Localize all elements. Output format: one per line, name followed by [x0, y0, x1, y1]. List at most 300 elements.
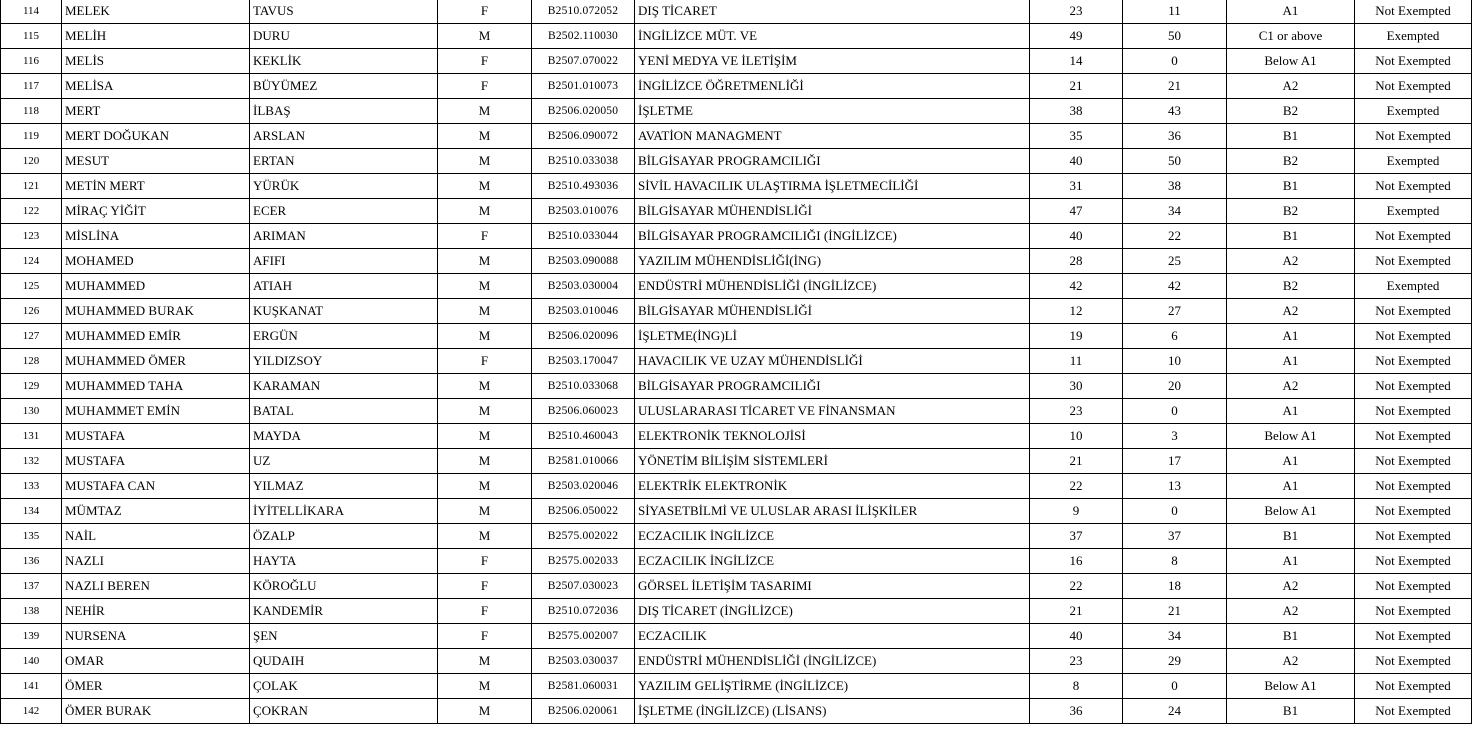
row-number-cell: 137 [1, 574, 62, 599]
score-1-cell: 49 [1030, 24, 1123, 49]
student-id-cell: B2506.020061 [532, 699, 635, 724]
exemption-status-cell: Not Exempted [1355, 499, 1472, 524]
level-cell: A1 [1227, 449, 1355, 474]
score-2-cell: 42 [1123, 274, 1227, 299]
score-1-cell: 10 [1030, 424, 1123, 449]
table-row [1, 324, 1472, 349]
score-1-cell: 23 [1030, 649, 1123, 674]
program-cell: SİYASETBİLMİ VE ULUSLAR ARASI İLİŞKİLER [635, 499, 1030, 524]
first-name-cell: MUSTAFA [62, 449, 250, 474]
table-row [1, 299, 1472, 324]
row-number-cell: 118 [1, 99, 62, 124]
student-id-cell: B2506.020050 [532, 99, 635, 124]
exemption-status-cell: Exempted [1355, 149, 1472, 174]
gender-cell: M [438, 699, 532, 724]
level-cell: B1 [1227, 224, 1355, 249]
level-cell: B2 [1227, 149, 1355, 174]
gender-cell: M [438, 249, 532, 274]
first-name-cell: MELEK [62, 0, 250, 24]
exemption-status-cell: Not Exempted [1355, 449, 1472, 474]
gender-cell: M [438, 174, 532, 199]
score-2-cell: 0 [1123, 674, 1227, 699]
exemption-status-cell: Exempted [1355, 199, 1472, 224]
table-row [1, 249, 1472, 274]
surname-cell: ŞEN [250, 624, 438, 649]
score-1-cell: 23 [1030, 0, 1123, 24]
level-cell: B1 [1227, 174, 1355, 199]
surname-cell: BATAL [250, 399, 438, 424]
first-name-cell: MELİH [62, 24, 250, 49]
row-number-cell: 125 [1, 274, 62, 299]
level-cell: B1 [1227, 624, 1355, 649]
level-cell: A1 [1227, 399, 1355, 424]
exemption-status-cell: Not Exempted [1355, 349, 1472, 374]
table-row [1, 149, 1472, 174]
student-id-cell: B2510.460043 [532, 424, 635, 449]
row-number-cell: 114 [1, 0, 62, 24]
score-2-cell: 21 [1123, 599, 1227, 624]
score-1-cell: 30 [1030, 374, 1123, 399]
student-id-cell: B2503.030037 [532, 649, 635, 674]
level-cell: B1 [1227, 699, 1355, 724]
surname-cell: MAYDA [250, 424, 438, 449]
first-name-cell: MOHAMED [62, 249, 250, 274]
gender-cell: M [438, 424, 532, 449]
student-id-cell: B2575.002022 [532, 524, 635, 549]
student-id-cell: B2506.050022 [532, 499, 635, 524]
program-cell: İŞLETME(İNG)Lİ [635, 324, 1030, 349]
student-id-cell: B2510.033038 [532, 149, 635, 174]
exemption-status-cell: Not Exempted [1355, 524, 1472, 549]
score-1-cell: 16 [1030, 549, 1123, 574]
student-id-cell: B2503.010076 [532, 199, 635, 224]
first-name-cell: MELİSA [62, 74, 250, 99]
exemption-status-cell: Not Exempted [1355, 574, 1472, 599]
table-row [1, 374, 1472, 399]
first-name-cell: MESUT [62, 149, 250, 174]
row-number-cell: 123 [1, 224, 62, 249]
score-2-cell: 3 [1123, 424, 1227, 449]
surname-cell: ECER [250, 199, 438, 224]
student-id-cell: B2507.030023 [532, 574, 635, 599]
first-name-cell: MUSTAFA [62, 424, 250, 449]
score-2-cell: 29 [1123, 649, 1227, 674]
surname-cell: ÇOKRAN [250, 699, 438, 724]
row-number-cell: 136 [1, 549, 62, 574]
gender-cell: M [438, 24, 532, 49]
score-2-cell: 34 [1123, 199, 1227, 224]
score-2-cell: 36 [1123, 124, 1227, 149]
score-2-cell: 43 [1123, 99, 1227, 124]
row-number-cell: 132 [1, 449, 62, 474]
score-2-cell: 50 [1123, 24, 1227, 49]
score-2-cell: 24 [1123, 699, 1227, 724]
score-1-cell: 21 [1030, 74, 1123, 99]
program-cell: İNGİLİZCE ÖĞRETMENLİĞİ [635, 74, 1030, 99]
exemption-status-cell: Not Exempted [1355, 624, 1472, 649]
exemption-status-cell: Not Exempted [1355, 299, 1472, 324]
first-name-cell: MUHAMMET EMİN [62, 399, 250, 424]
score-1-cell: 28 [1030, 249, 1123, 274]
row-number-cell: 138 [1, 599, 62, 624]
level-cell: Below A1 [1227, 674, 1355, 699]
program-cell: ULUSLARARASI TİCARET VE FİNANSMAN [635, 399, 1030, 424]
level-cell: A2 [1227, 299, 1355, 324]
row-number-cell: 131 [1, 424, 62, 449]
gender-cell: F [438, 349, 532, 374]
gender-cell: M [438, 299, 532, 324]
table-row [1, 624, 1472, 649]
student-id-cell: B2502.110030 [532, 24, 635, 49]
program-cell: BİLGİSAYAR PROGRAMCILIĞI [635, 149, 1030, 174]
gender-cell: M [438, 674, 532, 699]
program-cell: ELEKTRONİK TEKNOLOJİSİ [635, 424, 1030, 449]
program-cell: YÖNETİM BİLİŞİM SİSTEMLERİ [635, 449, 1030, 474]
program-cell: ELEKTRİK ELEKTRONİK [635, 474, 1030, 499]
gender-cell: F [438, 0, 532, 24]
table-row [1, 224, 1472, 249]
surname-cell: ARIMAN [250, 224, 438, 249]
first-name-cell: MELİS [62, 49, 250, 74]
score-1-cell: 12 [1030, 299, 1123, 324]
exemption-status-cell: Exempted [1355, 24, 1472, 49]
gender-cell: M [438, 649, 532, 674]
exemption-status-cell: Not Exempted [1355, 674, 1472, 699]
score-2-cell: 20 [1123, 374, 1227, 399]
surname-cell: ATIAH [250, 274, 438, 299]
student-id-cell: B2510.072036 [532, 599, 635, 624]
table-row [1, 449, 1472, 474]
student-id-cell: B2510.033068 [532, 374, 635, 399]
row-number-cell: 128 [1, 349, 62, 374]
table-row [1, 274, 1472, 299]
surname-cell: KARAMAN [250, 374, 438, 399]
student-id-cell: B2503.090088 [532, 249, 635, 274]
score-2-cell: 6 [1123, 324, 1227, 349]
table-row [1, 549, 1472, 574]
program-cell: YAZILIM MÜHENDİSLİĞİ(İNG) [635, 249, 1030, 274]
student-id-cell: B2506.090072 [532, 124, 635, 149]
first-name-cell: NAZLI BEREN [62, 574, 250, 599]
score-2-cell: 50 [1123, 149, 1227, 174]
exemption-status-cell: Not Exempted [1355, 124, 1472, 149]
score-1-cell: 40 [1030, 149, 1123, 174]
first-name-cell: MUHAMMED [62, 274, 250, 299]
score-2-cell: 0 [1123, 499, 1227, 524]
gender-cell: M [438, 124, 532, 149]
surname-cell: YILDIZSOY [250, 349, 438, 374]
student-id-cell: B2510.072052 [532, 0, 635, 24]
program-cell: DIŞ TİCARET [635, 0, 1030, 24]
first-name-cell: MÜMTAZ [62, 499, 250, 524]
student-id-cell: B2506.060023 [532, 399, 635, 424]
row-number-cell: 129 [1, 374, 62, 399]
program-cell: HAVACILIK VE UZAY MÜHENDİSLİĞİ [635, 349, 1030, 374]
surname-cell: KUŞKANAT [250, 299, 438, 324]
surname-cell: HAYTA [250, 549, 438, 574]
score-1-cell: 21 [1030, 449, 1123, 474]
score-1-cell: 37 [1030, 524, 1123, 549]
first-name-cell: MERT DOĞUKAN [62, 124, 250, 149]
score-1-cell: 35 [1030, 124, 1123, 149]
table-body [1, 0, 1472, 724]
first-name-cell: METİN MERT [62, 174, 250, 199]
score-1-cell: 14 [1030, 49, 1123, 74]
exemption-status-cell: Exempted [1355, 99, 1472, 124]
program-cell: BİLGİSAYAR MÜHENDİSLİĞİ [635, 299, 1030, 324]
score-1-cell: 8 [1030, 674, 1123, 699]
row-number-cell: 140 [1, 649, 62, 674]
first-name-cell: NAZLI [62, 549, 250, 574]
first-name-cell: MUHAMMED ÖMER [62, 349, 250, 374]
score-2-cell: 18 [1123, 574, 1227, 599]
row-number-cell: 134 [1, 499, 62, 524]
score-2-cell: 11 [1123, 0, 1227, 24]
level-cell: Below A1 [1227, 424, 1355, 449]
surname-cell: AFIFI [250, 249, 438, 274]
table-row [1, 424, 1472, 449]
first-name-cell: MUHAMMED TAHA [62, 374, 250, 399]
surname-cell: İYİTELLİKARA [250, 499, 438, 524]
score-1-cell: 9 [1030, 499, 1123, 524]
first-name-cell: NEHİR [62, 599, 250, 624]
table-row [1, 99, 1472, 124]
gender-cell: M [438, 149, 532, 174]
student-id-cell: B2575.002007 [532, 624, 635, 649]
row-number-cell: 122 [1, 199, 62, 224]
gender-cell: F [438, 224, 532, 249]
score-1-cell: 22 [1030, 574, 1123, 599]
exemption-status-cell: Not Exempted [1355, 374, 1472, 399]
student-id-cell: B2503.020046 [532, 474, 635, 499]
table-row [1, 349, 1472, 374]
row-number-cell: 119 [1, 124, 62, 149]
surname-cell: ÖZALP [250, 524, 438, 549]
score-1-cell: 11 [1030, 349, 1123, 374]
program-cell: BİLGİSAYAR PROGRAMCILIĞI (İNGİLİZCE) [635, 224, 1030, 249]
score-2-cell: 22 [1123, 224, 1227, 249]
score-1-cell: 38 [1030, 99, 1123, 124]
score-1-cell: 22 [1030, 474, 1123, 499]
score-1-cell: 40 [1030, 624, 1123, 649]
row-number-cell: 142 [1, 699, 62, 724]
row-number-cell: 116 [1, 49, 62, 74]
program-cell: BİLGİSAYAR MÜHENDİSLİĞİ [635, 199, 1030, 224]
table-row [1, 699, 1472, 724]
program-cell: ENDÜSTRİ MÜHENDİSLİĞİ (İNGİLİZCE) [635, 649, 1030, 674]
row-number-cell: 126 [1, 299, 62, 324]
first-name-cell: MUHAMMED BURAK [62, 299, 250, 324]
level-cell: A1 [1227, 549, 1355, 574]
exemption-status-cell: Not Exempted [1355, 399, 1472, 424]
exemption-status-cell: Not Exempted [1355, 0, 1472, 24]
program-cell: SİVİL HAVACILIK ULAŞTIRMA İŞLETMECİLİĞİ [635, 174, 1030, 199]
program-cell: ECZACILIK İNGİLİZCE [635, 549, 1030, 574]
score-1-cell: 36 [1030, 699, 1123, 724]
row-number-cell: 135 [1, 524, 62, 549]
table-row [1, 24, 1472, 49]
level-cell: A1 [1227, 324, 1355, 349]
gender-cell: M [438, 499, 532, 524]
score-1-cell: 40 [1030, 224, 1123, 249]
score-2-cell: 38 [1123, 174, 1227, 199]
gender-cell: M [438, 274, 532, 299]
table-row [1, 74, 1472, 99]
row-number-cell: 141 [1, 674, 62, 699]
surname-cell: ERGÜN [250, 324, 438, 349]
level-cell: Below A1 [1227, 49, 1355, 74]
first-name-cell: MUHAMMED EMİR [62, 324, 250, 349]
first-name-cell: ÖMER [62, 674, 250, 699]
score-1-cell: 42 [1030, 274, 1123, 299]
gender-cell: F [438, 74, 532, 99]
level-cell: A2 [1227, 599, 1355, 624]
student-id-cell: B2581.060031 [532, 674, 635, 699]
surname-cell: KANDEMİR [250, 599, 438, 624]
student-id-cell: B2503.030004 [532, 274, 635, 299]
score-2-cell: 17 [1123, 449, 1227, 474]
score-2-cell: 34 [1123, 624, 1227, 649]
exemption-status-cell: Not Exempted [1355, 649, 1472, 674]
level-cell: B2 [1227, 99, 1355, 124]
surname-cell: BÜYÜMEZ [250, 74, 438, 99]
student-id-cell: B2506.020096 [532, 324, 635, 349]
surname-cell: ARSLAN [250, 124, 438, 149]
row-number-cell: 115 [1, 24, 62, 49]
table-row [1, 0, 1472, 24]
level-cell: A1 [1227, 474, 1355, 499]
exemption-status-cell: Exempted [1355, 274, 1472, 299]
exemption-status-cell: Not Exempted [1355, 699, 1472, 724]
level-cell: B1 [1227, 124, 1355, 149]
level-cell: B2 [1227, 199, 1355, 224]
program-cell: YAZILIM GELİŞTİRME (İNGİLİZCE) [635, 674, 1030, 699]
table-row [1, 499, 1472, 524]
surname-cell: DURU [250, 24, 438, 49]
table-row [1, 474, 1472, 499]
exemption-status-cell: Not Exempted [1355, 224, 1472, 249]
gender-cell: F [438, 549, 532, 574]
program-cell: ECZACILIK İNGİLİZCE [635, 524, 1030, 549]
gender-cell: M [438, 399, 532, 424]
table-row [1, 174, 1472, 199]
table-row [1, 524, 1472, 549]
surname-cell: KÖROĞLU [250, 574, 438, 599]
program-cell: AVATİON MANAGMENT [635, 124, 1030, 149]
exemption-status-cell: Not Exempted [1355, 424, 1472, 449]
gender-cell: M [438, 199, 532, 224]
first-name-cell: MERT [62, 99, 250, 124]
table-row [1, 599, 1472, 624]
row-number-cell: 121 [1, 174, 62, 199]
table-row [1, 399, 1472, 424]
surname-cell: ÇOLAK [250, 674, 438, 699]
program-cell: İNGİLİZCE MÜT. VE [635, 24, 1030, 49]
table-row [1, 49, 1472, 74]
student-id-cell: B2507.070022 [532, 49, 635, 74]
exemption-status-cell: Not Exempted [1355, 324, 1472, 349]
program-cell: ECZACILIK [635, 624, 1030, 649]
program-cell: İŞLETME [635, 99, 1030, 124]
row-number-cell: 127 [1, 324, 62, 349]
level-cell: C1 or above [1227, 24, 1355, 49]
gender-cell: F [438, 49, 532, 74]
student-id-cell: B2501.010073 [532, 74, 635, 99]
level-cell: A2 [1227, 249, 1355, 274]
row-number-cell: 133 [1, 474, 62, 499]
exemption-status-cell: Not Exempted [1355, 74, 1472, 99]
exemption-status-cell: Not Exempted [1355, 549, 1472, 574]
level-cell: A2 [1227, 574, 1355, 599]
surname-cell: KEKLİK [250, 49, 438, 74]
program-cell: BİLGİSAYAR PROGRAMCILIĞI [635, 374, 1030, 399]
score-2-cell: 21 [1123, 74, 1227, 99]
gender-cell: M [438, 324, 532, 349]
student-id-cell: B2581.010066 [532, 449, 635, 474]
level-cell: A1 [1227, 349, 1355, 374]
gender-cell: F [438, 624, 532, 649]
table-row [1, 124, 1472, 149]
score-2-cell: 37 [1123, 524, 1227, 549]
score-2-cell: 0 [1123, 49, 1227, 74]
gender-cell: M [438, 524, 532, 549]
student-id-cell: B2510.033044 [532, 224, 635, 249]
exemption-status-cell: Not Exempted [1355, 599, 1472, 624]
first-name-cell: NURSENA [62, 624, 250, 649]
level-cell: A2 [1227, 649, 1355, 674]
row-number-cell: 120 [1, 149, 62, 174]
surname-cell: YILMAZ [250, 474, 438, 499]
score-2-cell: 13 [1123, 474, 1227, 499]
first-name-cell: NAİL [62, 524, 250, 549]
row-number-cell: 139 [1, 624, 62, 649]
program-cell: ENDÜSTRİ MÜHENDİSLİĞİ (İNGİLİZCE) [635, 274, 1030, 299]
exemption-status-cell: Not Exempted [1355, 249, 1472, 274]
surname-cell: TAVUS [250, 0, 438, 24]
row-number-cell: 117 [1, 74, 62, 99]
level-cell: A2 [1227, 74, 1355, 99]
level-cell: A2 [1227, 374, 1355, 399]
row-number-cell: 124 [1, 249, 62, 274]
program-cell: GÖRSEL İLETİŞİM TASARIMI [635, 574, 1030, 599]
student-id-cell: B2575.002033 [532, 549, 635, 574]
score-1-cell: 31 [1030, 174, 1123, 199]
exemption-status-cell: Not Exempted [1355, 474, 1472, 499]
gender-cell: M [438, 99, 532, 124]
table-row [1, 199, 1472, 224]
table-row [1, 674, 1472, 699]
first-name-cell: MİRAÇ YİĞİT [62, 199, 250, 224]
score-1-cell: 19 [1030, 324, 1123, 349]
gender-cell: M [438, 374, 532, 399]
student-id-cell: B2503.170047 [532, 349, 635, 374]
first-name-cell: OMAR [62, 649, 250, 674]
surname-cell: QUDAIH [250, 649, 438, 674]
exemption-status-cell: Not Exempted [1355, 174, 1472, 199]
level-cell: B1 [1227, 524, 1355, 549]
score-2-cell: 0 [1123, 399, 1227, 424]
score-2-cell: 25 [1123, 249, 1227, 274]
table-row [1, 649, 1472, 674]
gender-cell: F [438, 599, 532, 624]
first-name-cell: MİSLİNA [62, 224, 250, 249]
first-name-cell: ÖMER BURAK [62, 699, 250, 724]
score-1-cell: 21 [1030, 599, 1123, 624]
surname-cell: ERTAN [250, 149, 438, 174]
score-2-cell: 27 [1123, 299, 1227, 324]
program-cell: İŞLETME (İNGİLİZCE) (LİSANS) [635, 699, 1030, 724]
surname-cell: YÜRÜK [250, 174, 438, 199]
